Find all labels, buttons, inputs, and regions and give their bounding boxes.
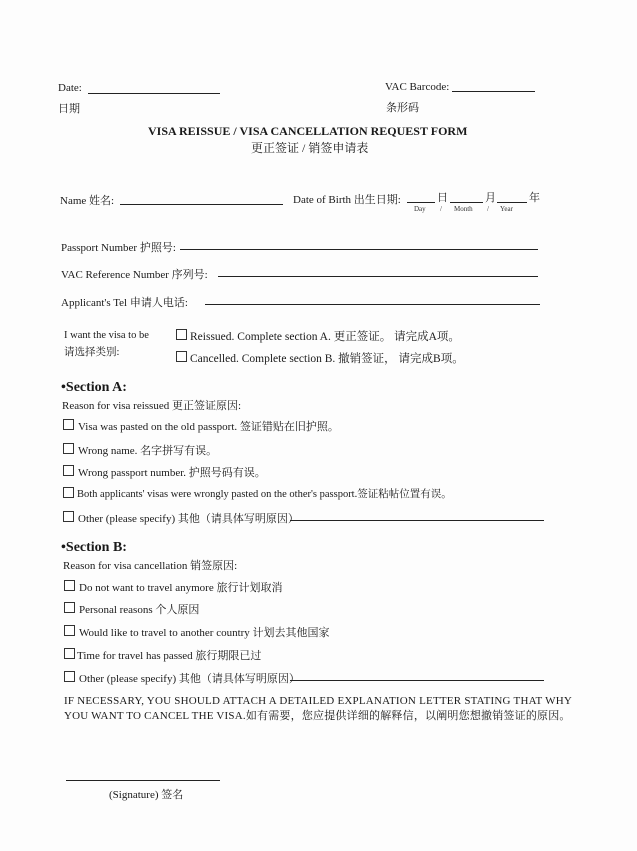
dob-sep: / xyxy=(487,205,489,213)
name-field[interactable] xyxy=(120,204,283,205)
vac-ref-label: VAC Reference Number 序列号: xyxy=(61,269,208,281)
choice-label: I want the visa to be xyxy=(64,330,149,341)
dob-month-field[interactable] xyxy=(450,202,483,203)
date-field[interactable] xyxy=(88,93,220,94)
form-title-cn: 更正签证 / 销签申请表 xyxy=(251,141,369,155)
passport-field[interactable] xyxy=(180,249,538,250)
section-a-reason: Reason for visa reissued 更正签证原因: xyxy=(62,400,242,412)
reason-item: Would like to travel to another country 计划去其他国家 xyxy=(79,627,330,639)
section-b-reason: Reason for visa cancellation 销签原因: xyxy=(63,560,238,572)
reason-item: Do not want to travel anymore 旅行计划取消 xyxy=(79,582,283,594)
signature-field[interactable] xyxy=(66,780,220,781)
dob-day-hint: Day xyxy=(414,205,426,213)
signature-label: (Signature) 签名 xyxy=(109,789,184,801)
tel-label: Applicant's Tel 申请人电话: xyxy=(61,297,188,309)
dob-label: Date of Birth 出生日期: xyxy=(293,194,401,206)
checkbox[interactable] xyxy=(63,443,74,454)
dob-year-field[interactable] xyxy=(497,202,527,203)
reason-item: Personal reasons 个人原因 xyxy=(79,604,200,616)
checkbox[interactable] xyxy=(64,580,75,591)
tel-field[interactable] xyxy=(205,304,540,305)
dob-day-field[interactable] xyxy=(407,202,435,203)
checkbox[interactable] xyxy=(64,671,75,682)
checkbox[interactable] xyxy=(64,625,75,636)
barcode-label: VAC Barcode: xyxy=(385,81,450,93)
checkbox[interactable] xyxy=(64,602,75,613)
checkbox[interactable] xyxy=(63,487,74,498)
reason-item: Other (please specify) 其他（请具体写明原因） xyxy=(79,673,300,685)
cancelled-option: Cancelled. Complete section B. 撤销签证， 请完成B项。 xyxy=(190,353,464,365)
dob-day-cn: 日 xyxy=(437,192,448,204)
dob-year-hint: Year xyxy=(500,205,513,213)
vac-ref-field[interactable] xyxy=(218,276,538,277)
reason-item: Wrong passport number. 护照号码有误。 xyxy=(78,467,266,479)
dob-month-cn: 月 xyxy=(485,192,496,204)
reissued-checkbox[interactable] xyxy=(176,329,187,340)
name-label: Name 姓名: xyxy=(60,195,115,207)
other-specify-field[interactable] xyxy=(290,520,544,521)
checkbox[interactable] xyxy=(63,465,74,476)
form-title: VISA REISSUE / VISA CANCELLATION REQUEST FORM xyxy=(148,124,468,138)
date-label: Date: xyxy=(58,82,82,94)
reissued-option: Reissued. Complete section A. 更正签证。 请完成A项。 xyxy=(190,331,460,343)
other-specify-field[interactable] xyxy=(290,680,544,681)
dob-sep: / xyxy=(440,205,442,213)
reason-item: Other (please specify) 其他（请具体写明原因） xyxy=(78,513,299,525)
checkbox[interactable] xyxy=(63,511,74,522)
date-label-cn: 日期 xyxy=(58,103,80,115)
section-b-heading: •Section B: xyxy=(61,540,127,555)
barcode-label-cn: 条形码 xyxy=(386,102,419,114)
reason-item: Wrong name. 名字拼写有误。 xyxy=(78,445,218,457)
section-a-heading: •Section A: xyxy=(61,380,127,395)
reason-item: Time for travel has passed 旅行期限已过 xyxy=(77,650,262,662)
reason-item: Both applicants' visas were wrongly pasted on the other's passport.签证粘帖位置有误。 xyxy=(77,489,452,500)
barcode-field[interactable] xyxy=(452,91,535,92)
checkbox[interactable] xyxy=(64,648,75,659)
dob-year-cn: 年 xyxy=(529,192,540,204)
reason-item: Visa was pasted on the old passport. 签证错贴在旧护照。 xyxy=(78,421,339,433)
passport-label: Passport Number 护照号: xyxy=(61,242,176,254)
cancelled-checkbox[interactable] xyxy=(176,351,187,362)
explanation-note: IF NECESSARY, YOU SHOULD ATTACH A DETAILED EXPLANATION LETTER STATING THAT WHY YOU WANT TO CANCEL THE VISA.如有需要，您应提供详细的解释信，以阐明您想撤销签证的原因。 xyxy=(64,695,572,722)
choice-label-cn: 请选择类别: xyxy=(64,347,120,358)
checkbox[interactable] xyxy=(63,419,74,430)
dob-month-hint: Month xyxy=(454,205,473,213)
